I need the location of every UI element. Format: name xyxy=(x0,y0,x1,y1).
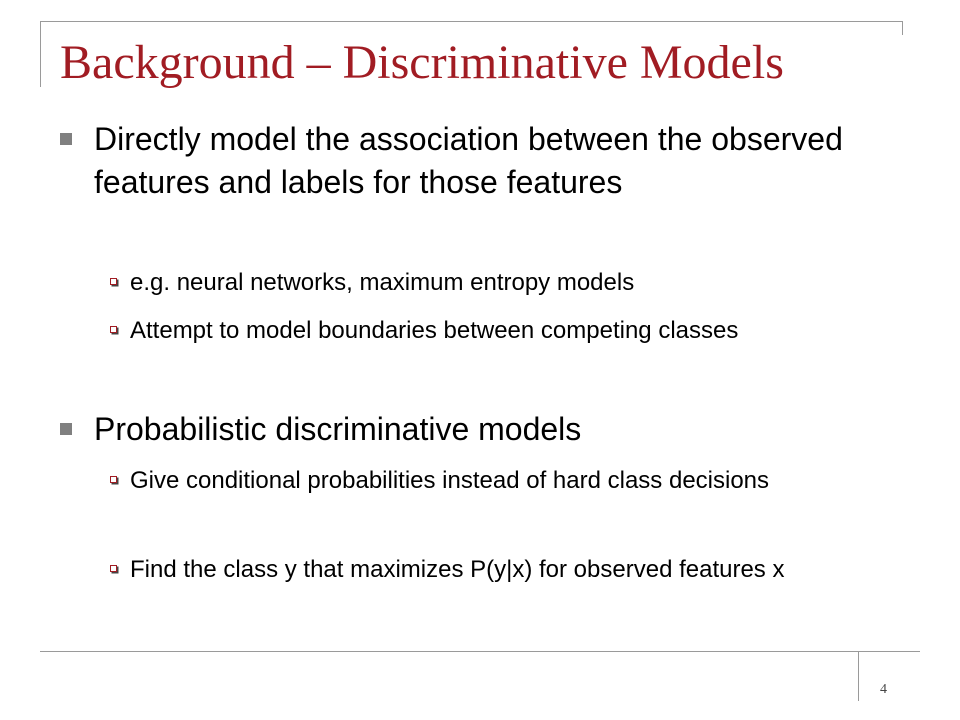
bullet-item xyxy=(60,118,880,204)
hollow-square-bullet-icon xyxy=(110,476,117,483)
sub-bullet-text: Give conditional probabilities instead of hard class decisions xyxy=(130,467,770,494)
footer-rule xyxy=(40,651,920,652)
sub-bullet-item xyxy=(110,314,900,347)
hollow-square-bullet-icon xyxy=(110,326,117,333)
sub-bullet-item xyxy=(110,266,900,299)
bullet-text: Directly model the association between the observed features and labels for those features xyxy=(94,121,843,200)
sub-bullet-text: Attempt to model boundaries between competing classes xyxy=(130,317,739,344)
square-bullet-icon xyxy=(60,133,72,145)
sub-bullet-text: Find the class y that maximizes P(y|x) for observed features x xyxy=(130,556,785,583)
hollow-square-bullet-icon xyxy=(110,565,117,572)
bullet-item xyxy=(60,408,880,451)
hollow-square-bullet-icon xyxy=(110,278,117,285)
sub-bullet-text: e.g. neural networks, maximum entropy models xyxy=(130,269,635,296)
page-number: 4 xyxy=(880,682,887,697)
square-bullet-icon xyxy=(60,423,72,435)
bullet-text: Probabilistic discriminative models xyxy=(94,411,582,447)
sub-bullet-item xyxy=(110,553,900,586)
sub-bullet-item xyxy=(110,464,900,497)
footer-tick-rule xyxy=(858,651,859,701)
slide-title: Background – Discriminative Models xyxy=(60,36,784,89)
